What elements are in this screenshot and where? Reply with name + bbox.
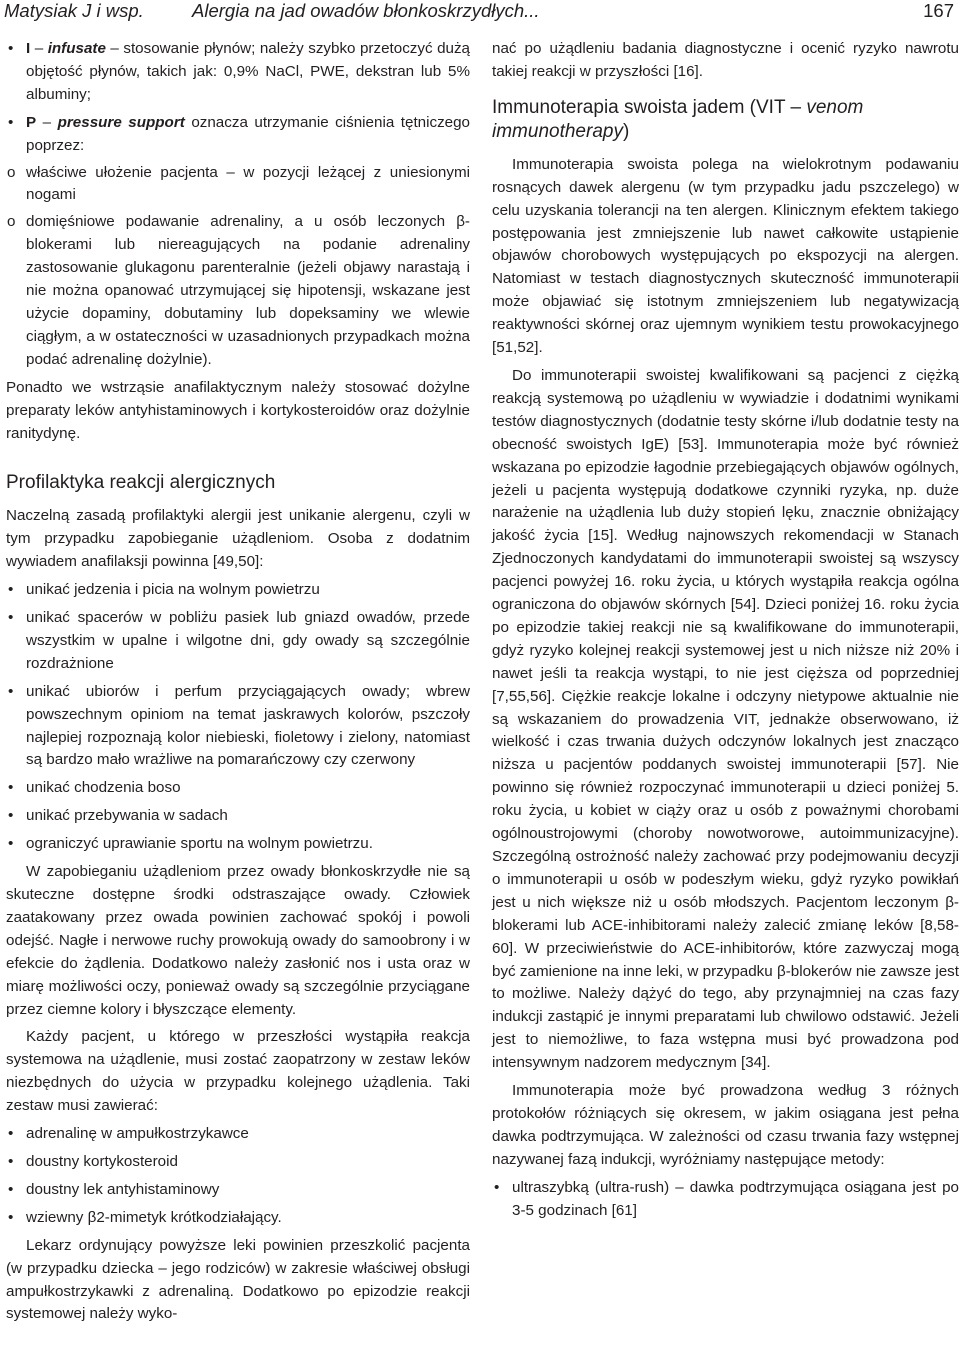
list-item xyxy=(6,112,470,372)
avoidance-list xyxy=(6,579,470,856)
sub-list-item: o domięśniowe podawanie adrenaliny, a u osób leczonych β-blokerami lub niereagujących na podanie adrenaliny zastosowanie glukagonu parenteralnie (jeżeli objawy narastają i nie można opanować utrzymującej się hipotensji, wskazane jest użycie dopaminy, dobutaminy lub dopeksaminy we wlewie ciągłym, a w ostateczności w uzasadnionych przypadkach można podać adrenalinę dożylnie). xyxy=(6,211,470,371)
emergency-kit-list xyxy=(6,1123,470,1230)
sub-list-item: o właściwe ułożenie pacjenta – w pozycji leżącej z uniesionymi nogami xyxy=(6,162,470,208)
right-column xyxy=(492,38,959,1228)
running-head xyxy=(4,0,956,26)
running-head-authors: Matysiak J i wsp. xyxy=(4,0,144,21)
list-item: • unikać chodzenia boso xyxy=(6,777,470,800)
list-term-italic: pressure support xyxy=(57,113,185,131)
list-text: – stosowanie płynów; należy szybko przetoczyć dużą objętość płynów, takich jak: 0,9% NaCl, PWE, dekstran lub 5% albuminy; xyxy=(26,40,471,103)
heading-vit-italic: venom immunotherapy xyxy=(492,96,864,142)
list-item: • ultraszybką (ultra-rush) – dawka podtrzymująca osiągana jest po 3-5 godzinach [61] xyxy=(492,1177,959,1223)
treatment-list xyxy=(6,38,470,372)
heading-vit-end: ) xyxy=(622,120,630,142)
paragraph-lekarz: Lekarz ordynujący powyższe leki powinien przeszkolić pacjenta (w przypadku dziecka – jego rodziców) w zakresie właściwej obsługi ampułkostrzykawki z adrenaliną. Dodatkowo po epizodzie reakcji systemowej należy wyko- xyxy=(6,1236,470,1323)
section-heading-vit xyxy=(492,96,959,144)
list-item: • doustny kortykosteroid xyxy=(6,1151,470,1174)
list-term-italic: infusate xyxy=(47,40,106,57)
paragraph-continued: nać po użądleniu badania diagnostyczne i ocenić ryzyko nawrotu takiej reakcji w przyszłości [16]. xyxy=(492,40,959,80)
protocol-list xyxy=(492,1177,959,1223)
paragraph-immuno-3: Immunoterapia może być prowadzona według 3 różnych protokołów różniących się okresem, w jakim osiągana jest pełna dawka podtrzymująca. W zależności od czasu trwania fazy wstępnej nazywanej fazą indukcji, wyróżniamy następujące metody: xyxy=(492,1082,959,1168)
list-item: • unikać przebywania w sadach xyxy=(6,805,470,828)
list-item: • wziewny β2-mimetyk krótkodziałający. xyxy=(6,1207,470,1230)
list-sep: – xyxy=(30,40,48,57)
list-term: P xyxy=(26,113,37,131)
pressure-support-sublist xyxy=(6,162,470,372)
left-column xyxy=(6,38,470,1326)
section-heading-profilaktyka: Profilaktyka reakcji alergicznych xyxy=(6,472,276,494)
list-item: • adrenalinę w ampułkostrzykawce xyxy=(6,1123,470,1146)
running-head-title: Alergia na jad owadów błonkoskrzydłych... xyxy=(192,0,540,21)
list-item: • unikać ubiorów i perfum przyciągających owady; wbrew powszechnym opiniom na temat jaskrawych kolorów, pszczoły najlepiej rozpoznają kolor niebieski, fioletowy i zielony, natomiast są bardzo mało wrażliwe na pomarańczowy czy czerwony xyxy=(6,681,470,773)
list-text: oznacza utrzymanie ciśnienia tętniczego poprzez: xyxy=(26,113,471,154)
list-sep: – xyxy=(36,113,58,131)
paragraph-immuno-1: Immunoterapia swoista polega na wielokrotnym podawaniu rosnących dawek alergenu (w tym przypadku jadu pszczelego) w celu uzyskania tolerancji na ten alergen. Klinicznym efektem takiego postępowania jest zmniejszenie lub nawet całkowite ustąpienie objawów chorobowych występujących po ekspozycji na alergen. Natomiast w testach diagnostycznych skuteczność immunoterapii może objawiać się istotnym zmniejszeniem lub negatywizacją reaktywności skórnej oraz ujemnym wynikiem testu prowokacyjnego [51,52]. xyxy=(492,155,959,357)
list-item: • ograniczyć uprawianie sportu na wolnym powietrzu. xyxy=(6,833,470,856)
list-term: I xyxy=(26,40,31,57)
paragraph-kazdy: Każdy pacjent, u którego w przeszłości wystąpiła reakcja systemowa na użądlenie, musi zostać zaopatrzony w zestaw leków niezbędnych do użycia w przypadku kolejnego użądlenia. Taki zestaw musi zawierać: xyxy=(6,1028,470,1115)
paragraph-ponadto: Ponadto we wstrząsie anafilaktycznym należy stosować dożylne preparaty leków antyhistaminowych i kortykosteroidów oraz dożylnie ranitydynę. xyxy=(6,378,470,442)
paragraph-immuno-2: Do immunoterapii swoistej kwalifikowani są pacjenci z ciężką reakcją systemową po użądleniu w wywiadzie i dodatnimi wynikami testów diagnostycznych (dodatnie testy skórne i/lub dodatnie testy na obecność swoistych IgE) [53]. Immunoterapia może być również wskazana po epizodzie łagodnie przebiegających objawów ogólnych, jeżeli u pacjenta występują dodatkowe czynniki ryzyka, np. duże narażenie na użądlenia lub duży stopień lęku, znacznie obniżający jakość życia [15]. Według najnowszych rekomendacji w Stanach Zjednoczonych kandydatami do immunoterapii swoistej są wszyscy pacjenci powyżej 16. roku życia, u których wystąpiła reakcja ogólna ograniczona do objawów skórnych [54]. Dzieci poniżej 16. roku życia po epizodzie takiej reakcji nie są kwalifikowane do immunoterapii, gdyż ryzyko kolejnej reakcji systemowej jest u nich niższe niż 20% i nawet jeśli ta reakcja wystąpi, to nie jest cięższa od poprzedniej [7,55,56]. Ciężkie reakcje lokalne i odczyny nietypowe aktualnie nie są wskazaniem do prowadzenia VIT, jednakże obserwowano, iż wielkość i czas trwania dużych odczynów lokalnych jest znacząco niższa u pacjentów poddanych swoistej immunoterapii [57]. Nie powinno się również rozpoczynać immunoterapii u dzieci poniżej 5. roku życia, u kobiet w ciąży oraz u osób z poważnymi chorobami ogólnoustrojowymi (choroby nowotworowe, autoimmunizacyjne). Szczególną ostrożność należy zachować przy podejmowaniu decyzji o immunoterapii u osób w podeszłym wieku, gdyż ryzyko powikłań jest u nich większe niż u osób młodszych. Pacjentom leczonym β-blokerami lub ACE-inhibitorami należy zalecić zmianę leków [8,58-60]. W przeciwieństwie do ACE-inhibitorów, które zazwyczaj mogą być zamienione na inne leki, w przypadku β-blokerów nie zawsze jest to możliwe. Należy dążyć do tego, aby przynajmniej na czas fazy indukcji zastąpić je innymi preparatami lub chwilowo odstawić. Jeżeli jest to niemożliwe, to faza wstępna musi być prowadzona pod intensywnym nadzorem medycznym [34]. xyxy=(492,366,959,1072)
heading-vit-text: Immunoterapia swoista jadem (VIT – xyxy=(492,96,807,118)
page-number: 167 xyxy=(923,0,954,21)
list-item: • doustny lek antyhistaminowy xyxy=(6,1179,470,1202)
paragraph-zapobieganiu: W zapobieganiu użądleniom przez owady błonkoskrzydłe nie są skuteczne dostępne środki odstraszające owady. Człowiek zaatakowany przez owada powinien zachować spokój i powoli odejść. Nagłe i nerwowe ruchy prowokują owady do samoobrony i w efekcie do żądlenia. Dodatkowo należy zasłonić nos i usta oraz w miarę możliwości oczy, ponieważ owady są szczególnie przyciągane przez ciemne kolory i błyszczące elementy. xyxy=(6,863,470,1018)
paragraph-naczelna: Naczelną zasadą profilaktyki alergii jest unikanie alergenu, czyli w tym przypadku zapobieganie użądleniom. Osoba z dodatnim wywiadem anafilaksji powinna [49,50]: xyxy=(6,507,470,571)
list-item: • unikać spacerów w pobliżu pasiek lub gniazd owadów, przede wszystkim w upalne i wilgotne dni, gdy owady są szczególnie rozdrażnione xyxy=(6,607,470,676)
list-item: • unikać jedzenia i picia na wolnym powietrzu xyxy=(6,579,470,602)
list-item xyxy=(6,38,470,107)
